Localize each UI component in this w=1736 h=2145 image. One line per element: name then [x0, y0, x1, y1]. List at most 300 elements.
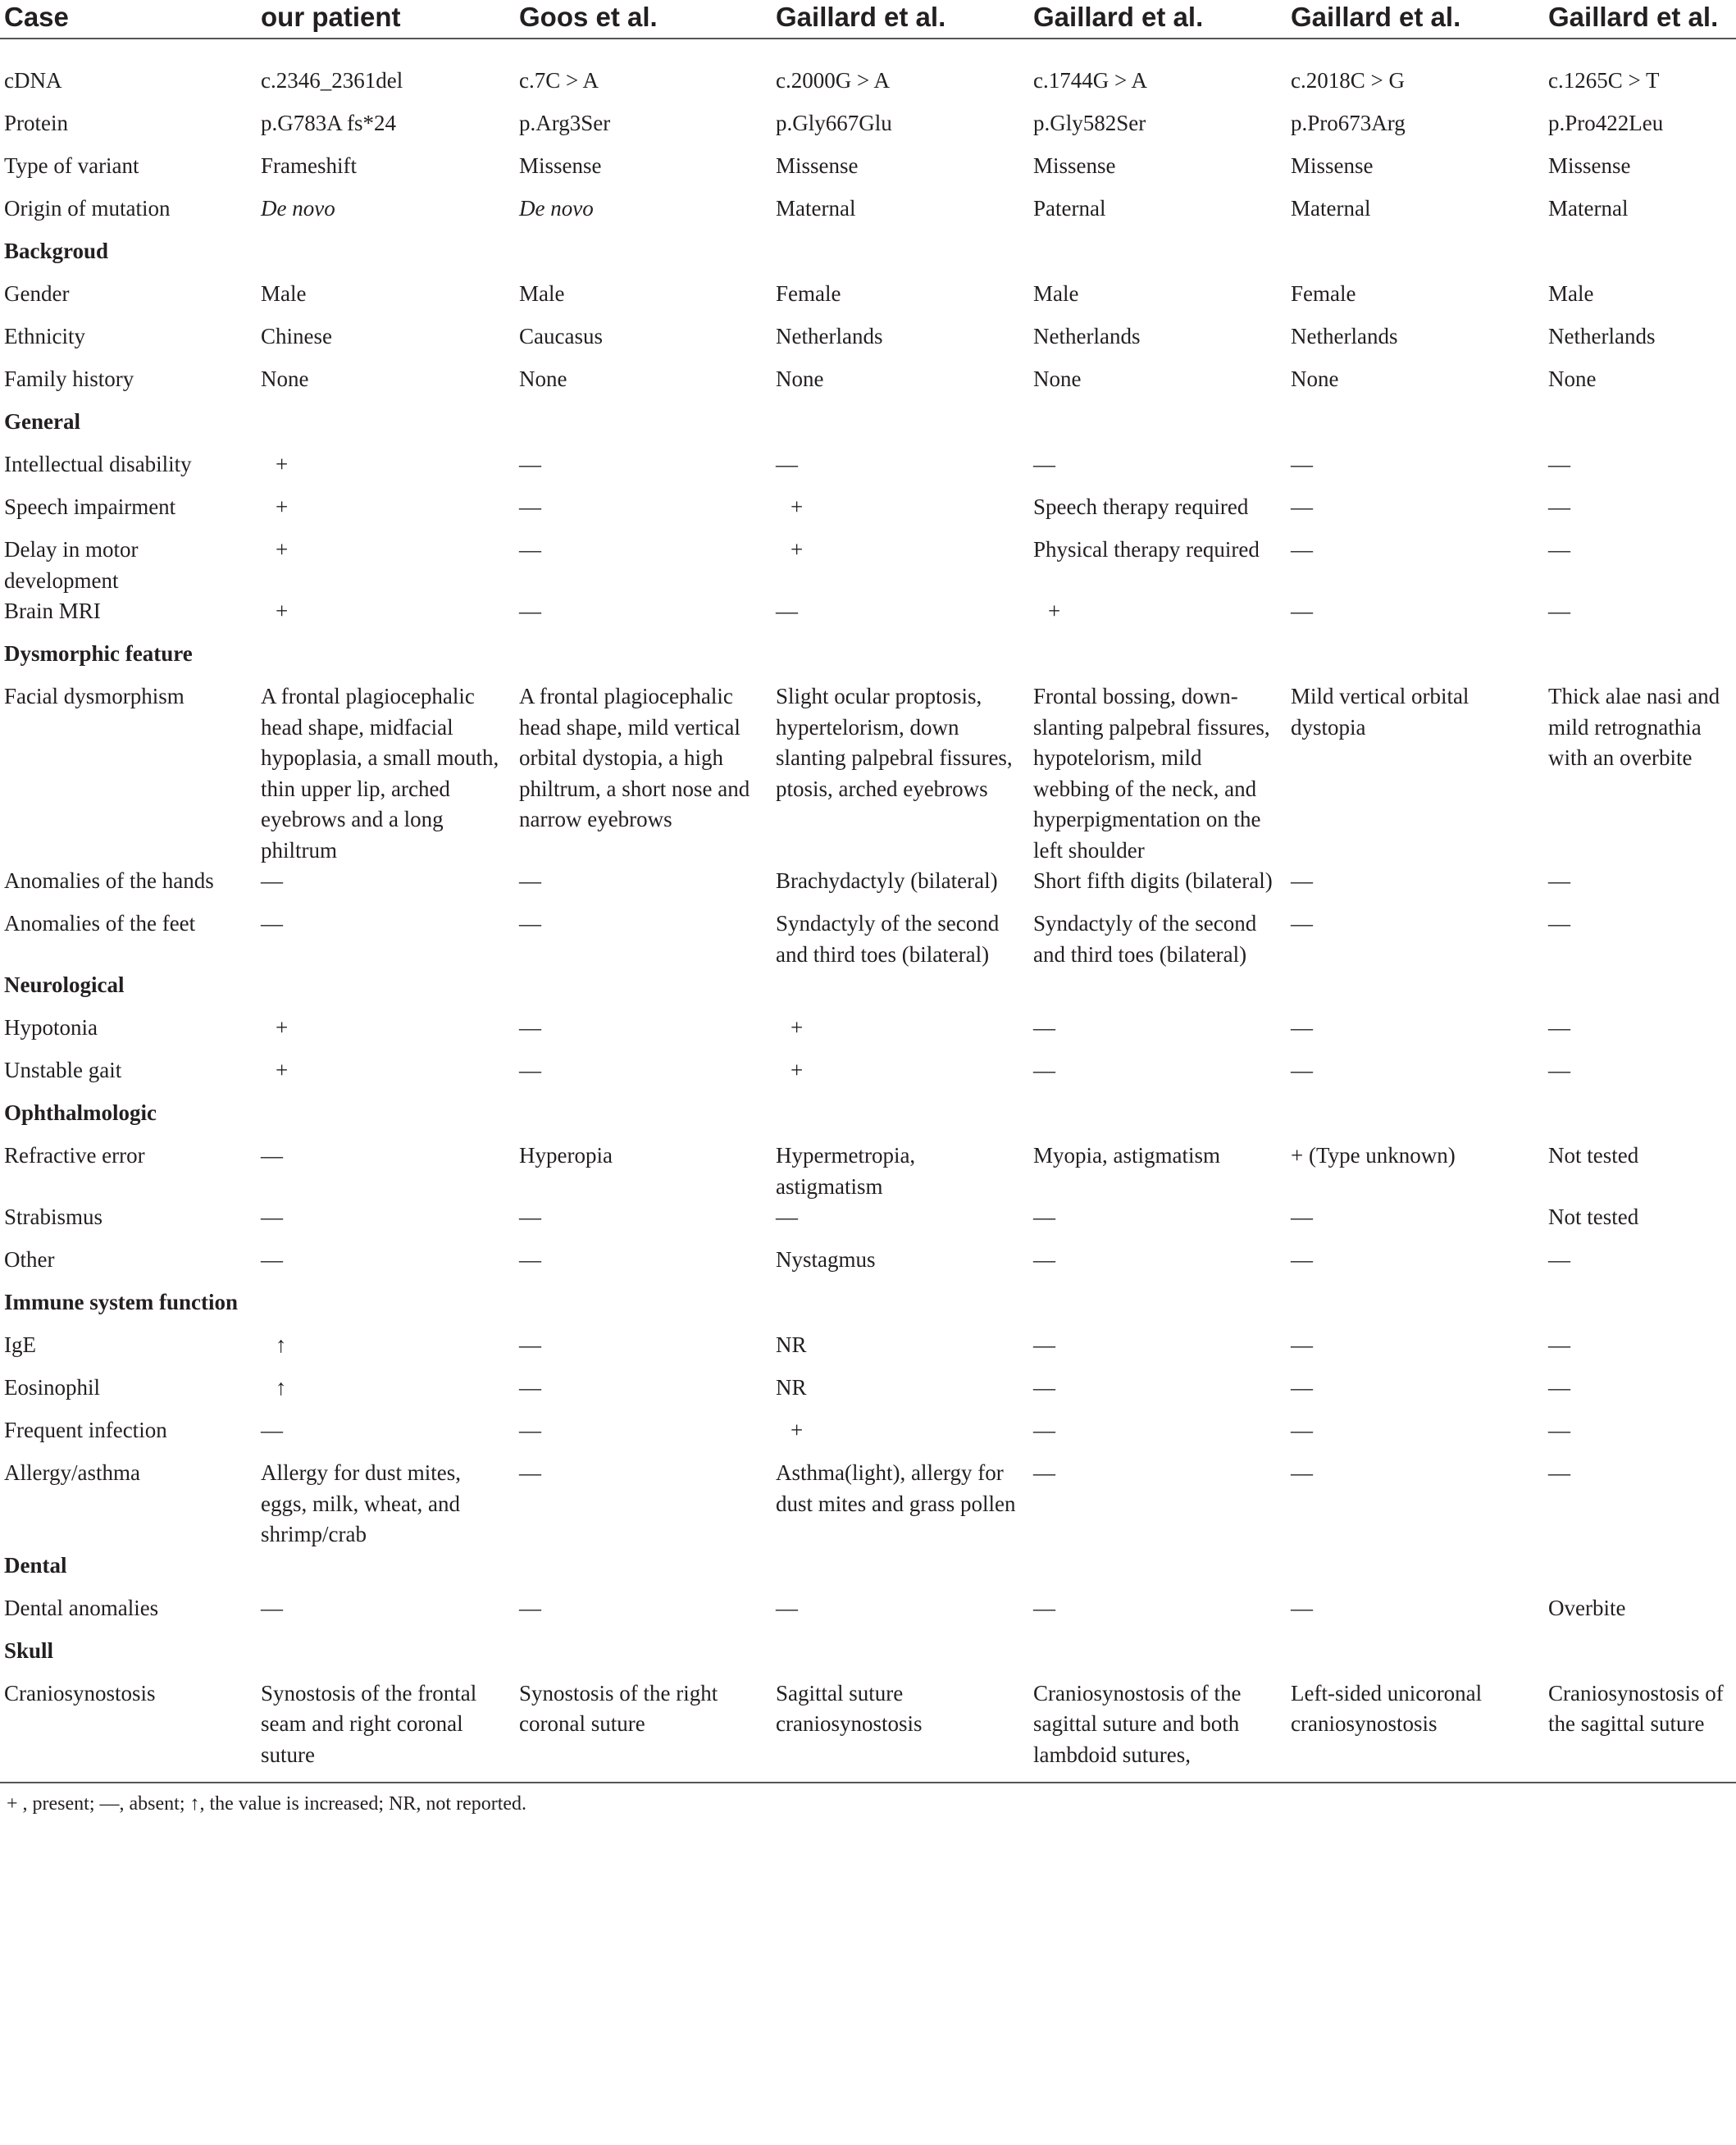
cell-text: Male	[1548, 281, 1594, 306]
table-cell	[772, 681, 1029, 866]
table-cell	[1029, 909, 1287, 970]
table-cell	[257, 1458, 515, 1551]
cell-text: None	[776, 367, 824, 391]
table-row	[0, 1141, 1736, 1202]
table-cell	[1544, 1055, 1736, 1098]
table-cell	[1544, 39, 1736, 108]
table-cell	[1544, 151, 1736, 194]
cell-text: NR	[776, 1332, 807, 1357]
cell-text: Short fifth digits (bilateral)	[1033, 868, 1273, 893]
row-label: Brain MRI	[4, 599, 101, 623]
table-cell	[257, 321, 515, 364]
table-row	[0, 108, 1736, 151]
cell-text: ↑	[276, 1332, 287, 1357]
cell-text: p.G783A fs*24	[261, 111, 397, 135]
empty-cell	[1544, 970, 1736, 1013]
cell-text: —	[1291, 452, 1313, 476]
empty-cell	[1287, 236, 1544, 279]
row-label: Delay in motor development	[4, 537, 139, 593]
bottom-rule	[0, 1782, 1736, 1783]
empty-cell	[1029, 407, 1287, 449]
cell-text: —	[1291, 599, 1313, 623]
empty-cell	[1287, 970, 1544, 1013]
row-label: Anomalies of the feet	[4, 911, 196, 936]
table-cell	[772, 535, 1029, 596]
table-cell	[1029, 1013, 1287, 1055]
cell-text: +	[276, 599, 289, 623]
cell-text: —	[1033, 1058, 1055, 1082]
empty-cell	[1029, 639, 1287, 681]
cell-text: —	[519, 1058, 541, 1082]
table-cell	[1544, 681, 1736, 866]
table-cell	[515, 151, 772, 194]
table-cell	[515, 1678, 772, 1779]
section-row	[0, 407, 1736, 449]
cell-text: Netherlands	[1548, 324, 1656, 348]
empty-cell	[772, 1551, 1029, 1593]
cell-text: —	[1548, 1058, 1570, 1082]
cell-text: p.Pro673Arg	[1291, 111, 1406, 135]
cell-text: +	[276, 494, 289, 519]
table-cell	[515, 596, 772, 639]
cell-text: Syndactyly of the second and third toes (bilateral)	[1033, 911, 1257, 967]
empty-cell	[772, 236, 1029, 279]
empty-cell	[515, 970, 772, 1013]
table-cell	[515, 1330, 772, 1373]
table-cell	[772, 1330, 1029, 1373]
cell-text: Craniosynostosis of the sagittal suture	[1548, 1680, 1724, 1736]
cell-text: —	[1548, 868, 1570, 893]
section-heading: Dental	[4, 1552, 67, 1578]
empty-cell	[1029, 1098, 1287, 1141]
row-label: Origin of mutation	[4, 196, 171, 221]
cell-text: Netherlands	[1033, 324, 1141, 348]
cell-text: + (Type unknown)	[1291, 1143, 1456, 1168]
cell-text: —	[1033, 1418, 1055, 1442]
table-row	[0, 194, 1736, 236]
row-label: Allergy/asthma	[4, 1460, 140, 1485]
table-cell	[1029, 39, 1287, 108]
cell-text: —	[1291, 1015, 1313, 1040]
row-label: Anomalies of the hands	[4, 868, 214, 893]
cell-text: Not tested	[1548, 1143, 1639, 1168]
table-cell	[1029, 1245, 1287, 1287]
cell-text: —	[1033, 1015, 1055, 1040]
table-cell	[257, 1055, 515, 1098]
cell-text: —	[1033, 1460, 1055, 1485]
table-footnote: + , present; —, absent; ↑, the value is increased; NR, not reported.	[7, 1793, 527, 1815]
cell-text: None	[519, 367, 567, 391]
table-cell	[257, 1202, 515, 1245]
table-cell	[515, 39, 772, 108]
table-cell	[1544, 1202, 1736, 1245]
table-cell	[257, 866, 515, 909]
cell-text: —	[261, 1247, 283, 1272]
table-cell	[1287, 1593, 1544, 1636]
cell-text: —	[1548, 1015, 1570, 1040]
cell-text: c.1744G > A	[1033, 68, 1147, 93]
cell-text: Not tested	[1548, 1205, 1639, 1229]
table-cell	[772, 279, 1029, 321]
table-cell	[1287, 151, 1544, 194]
cell-text: +	[276, 1015, 289, 1040]
empty-cell	[1544, 236, 1736, 279]
table-cell	[1544, 1330, 1736, 1373]
cell-text: Mild vertical orbital dystopia	[1291, 684, 1469, 740]
cell-text: Speech therapy required	[1033, 494, 1249, 519]
table-cell	[257, 1593, 515, 1636]
table-cell	[772, 364, 1029, 407]
cell-text: —	[1291, 1460, 1313, 1485]
cell-text: Frameshift	[261, 153, 357, 178]
table-cell	[1287, 1330, 1544, 1373]
table-row	[0, 1055, 1736, 1098]
cell-text: Allergy for dust mites, eggs, milk, wheat, and shrimp/crab	[261, 1460, 461, 1546]
cell-text: —	[1548, 1247, 1570, 1272]
table-header	[0, 0, 1736, 39]
empty-cell	[257, 970, 515, 1013]
table-row	[0, 1245, 1736, 1287]
cell-text: De novo	[519, 196, 594, 221]
table-row	[0, 1593, 1736, 1636]
empty-cell	[772, 407, 1029, 449]
table-cell	[1029, 1593, 1287, 1636]
empty-cell	[1544, 1636, 1736, 1678]
cell-text: —	[1548, 599, 1570, 623]
row-label: Craniosynostosis	[4, 1680, 156, 1706]
table-row	[0, 1415, 1736, 1458]
cell-text: +	[791, 537, 804, 562]
row-label: Dental anomalies	[4, 1595, 159, 1620]
empty-cell	[257, 1287, 515, 1330]
table-cell	[515, 681, 772, 866]
cell-text: +	[791, 494, 804, 519]
table-cell	[1287, 1678, 1544, 1779]
table-cell	[1029, 1202, 1287, 1245]
cell-text: Synostosis of the frontal seam and right coronal suture	[261, 1680, 477, 1767]
table-cell	[1029, 1678, 1287, 1779]
table-cell	[257, 1415, 515, 1458]
empty-cell	[515, 407, 772, 449]
table-cell	[1029, 108, 1287, 151]
table-cell	[772, 1141, 1029, 1202]
cell-text: Female	[776, 281, 841, 306]
row-label: Unstable gait	[4, 1058, 122, 1082]
table-row	[0, 596, 1736, 639]
row-label: Intellectual disability	[4, 452, 192, 476]
table-cell	[257, 364, 515, 407]
table-row	[0, 909, 1736, 970]
table-cell	[257, 1013, 515, 1055]
table-cell	[1544, 492, 1736, 535]
cell-text: Missense	[1548, 153, 1631, 178]
empty-cell	[257, 407, 515, 449]
cell-text: —	[1033, 1332, 1055, 1357]
section-heading: General	[4, 409, 80, 434]
cell-text: c.2018C > G	[1291, 68, 1405, 93]
table-cell	[1544, 279, 1736, 321]
table-cell	[772, 866, 1029, 909]
table-cell	[1287, 535, 1544, 596]
table-row	[0, 449, 1736, 492]
cell-text: —	[1033, 1595, 1055, 1620]
row-label: Refractive error	[4, 1143, 145, 1168]
table-cell	[1029, 1055, 1287, 1098]
table-cell	[772, 1373, 1029, 1415]
cell-text: —	[1291, 1418, 1313, 1442]
table-cell	[1544, 1373, 1736, 1415]
table-cell	[515, 1055, 772, 1098]
table-cell	[515, 1245, 772, 1287]
section-row	[0, 970, 1736, 1013]
table-cell	[772, 1415, 1029, 1458]
table-cell	[772, 1055, 1029, 1098]
cell-text: —	[519, 868, 541, 893]
table-row	[0, 866, 1736, 909]
cell-text: A frontal plagiocephalic head shape, mild vertical orbital dystopia, a high philtrum, a short nose and narrow eyebrows	[519, 684, 750, 831]
table-row	[0, 1373, 1736, 1415]
table-cell	[1544, 535, 1736, 596]
empty-cell	[1029, 1287, 1287, 1330]
cell-text: —	[776, 1205, 798, 1229]
cell-text: Physical therapy required	[1033, 537, 1260, 562]
cell-text: —	[519, 1332, 541, 1357]
empty-cell	[1029, 970, 1287, 1013]
cell-text: Frontal bossing, down-slanting palpebral fissures, hypotelorism, mild webbing of the neck, and hyperpigmentation on the left shoulder	[1033, 684, 1270, 863]
cell-text: —	[1291, 1247, 1313, 1272]
table-cell	[772, 909, 1029, 970]
empty-cell	[257, 1551, 515, 1593]
row-label: cDNA	[4, 68, 62, 93]
table-cell	[515, 1013, 772, 1055]
empty-cell	[1544, 1551, 1736, 1593]
cell-text: —	[776, 452, 798, 476]
empty-cell	[772, 1098, 1029, 1141]
table-row	[0, 1458, 1736, 1551]
section-heading: Dysmorphic feature	[4, 641, 193, 666]
cell-text: +	[276, 537, 289, 562]
cell-text: Hyperopia	[519, 1143, 613, 1168]
table-cell	[1544, 364, 1736, 407]
table-cell	[1544, 108, 1736, 151]
table-row	[0, 1330, 1736, 1373]
cell-text: None	[1291, 367, 1339, 391]
table-cell	[1287, 1458, 1544, 1551]
empty-cell	[257, 236, 515, 279]
cell-text: —	[519, 1460, 541, 1485]
cell-text: Missense	[1033, 153, 1116, 178]
header-gaillard-1: Gaillard et al.	[776, 2, 946, 32]
section-row	[0, 1098, 1736, 1141]
cell-text: Sagittal suture craniosynostosis	[776, 1680, 923, 1736]
row-label: Strabismus	[4, 1205, 103, 1229]
empty-cell	[1029, 236, 1287, 279]
table-cell	[257, 535, 515, 596]
table-cell	[1287, 1055, 1544, 1098]
cell-text: —	[1548, 494, 1570, 519]
cell-text: —	[1033, 452, 1055, 476]
empty-cell	[1287, 639, 1544, 681]
empty-cell	[257, 1098, 515, 1141]
cell-text: —	[519, 1418, 541, 1442]
cell-text: +	[791, 1015, 804, 1040]
cell-text: +	[276, 452, 289, 476]
cell-text: NR	[776, 1375, 807, 1400]
row-label: Hypotonia	[4, 1015, 98, 1040]
cell-text: Netherlands	[776, 324, 883, 348]
section-row	[0, 1287, 1736, 1330]
cell-text: —	[1291, 868, 1313, 893]
table-cell	[1287, 279, 1544, 321]
table-cell	[1544, 1678, 1736, 1779]
cell-text: +	[1048, 599, 1061, 623]
table-cell	[1287, 866, 1544, 909]
empty-cell	[1287, 1636, 1544, 1678]
cell-text: —	[1033, 1375, 1055, 1400]
table-cell	[515, 1141, 772, 1202]
table-cell	[1287, 39, 1544, 108]
cell-text: —	[1548, 1375, 1570, 1400]
cell-text: Netherlands	[1291, 324, 1398, 348]
cell-text: —	[1548, 1418, 1570, 1442]
empty-cell	[1544, 639, 1736, 681]
table-cell	[257, 108, 515, 151]
cell-text: c.2346_2361del	[261, 68, 403, 93]
table-cell	[772, 492, 1029, 535]
cell-text: None	[1033, 367, 1082, 391]
table-cell	[1029, 151, 1287, 194]
table-row	[0, 279, 1736, 321]
cell-text: Slight ocular proptosis, hypertelorism, down slanting palpebral fissures, ptosis, arched eyebrows	[776, 684, 1013, 801]
cell-text: —	[261, 1205, 283, 1229]
cell-text: —	[519, 1595, 541, 1620]
table-cell	[515, 1373, 772, 1415]
table-cell	[1029, 1458, 1287, 1551]
cell-text: Chinese	[261, 324, 332, 348]
section-row	[0, 1551, 1736, 1593]
table-cell	[515, 909, 772, 970]
table-cell	[1029, 1415, 1287, 1458]
cell-text: —	[1548, 452, 1570, 476]
table-cell	[1287, 1245, 1544, 1287]
table-row	[0, 364, 1736, 407]
empty-cell	[515, 1636, 772, 1678]
cell-text: —	[1548, 911, 1570, 936]
section-row	[0, 639, 1736, 681]
table-cell	[257, 1373, 515, 1415]
table-cell	[257, 194, 515, 236]
cell-text: Missense	[519, 153, 602, 178]
cell-text: —	[1033, 1205, 1055, 1229]
cell-text: —	[519, 1205, 541, 1229]
cell-text: c.1265C > T	[1548, 68, 1660, 93]
cell-text: —	[519, 1375, 541, 1400]
section-row	[0, 1636, 1736, 1678]
cell-text: —	[1291, 1332, 1313, 1357]
table-cell	[1287, 596, 1544, 639]
table-cell	[515, 279, 772, 321]
table-cell	[257, 681, 515, 866]
cell-text: p.Arg3Ser	[519, 111, 611, 135]
table-cell	[1029, 1141, 1287, 1202]
row-label: Ethnicity	[4, 324, 85, 348]
cell-text: c.7C > A	[519, 68, 599, 93]
table-cell	[257, 151, 515, 194]
table-cell	[515, 449, 772, 492]
cell-text: Myopia, astigmatism	[1033, 1143, 1220, 1168]
table-cell	[1544, 321, 1736, 364]
table-cell	[1287, 1373, 1544, 1415]
table-cell	[1287, 1415, 1544, 1458]
cell-text: —	[1291, 1375, 1313, 1400]
table-row	[0, 1013, 1736, 1055]
header-gaillard-2: Gaillard et al.	[1033, 2, 1204, 32]
table-cell	[772, 1202, 1029, 1245]
row-label: Facial dysmorphism	[4, 684, 185, 708]
cell-text: —	[519, 1015, 541, 1040]
table-cell	[1544, 1245, 1736, 1287]
empty-cell	[515, 1098, 772, 1141]
empty-cell	[515, 236, 772, 279]
cell-text: None	[1548, 367, 1597, 391]
table-row	[0, 535, 1736, 596]
cell-text: Maternal	[776, 196, 856, 221]
cell-text: Paternal	[1033, 196, 1106, 221]
empty-cell	[515, 1551, 772, 1593]
section-heading: Neurological	[4, 972, 125, 997]
table-cell	[772, 1593, 1029, 1636]
section-row	[0, 236, 1736, 279]
table-cell	[1287, 1013, 1544, 1055]
cell-text: Left-sided unicoronal craniosynostosis	[1291, 1680, 1483, 1736]
empty-cell	[257, 639, 515, 681]
cell-text: Maternal	[1548, 196, 1629, 221]
empty-cell	[1287, 1287, 1544, 1330]
cell-text: Missense	[776, 153, 859, 178]
table-row	[0, 1678, 1736, 1779]
table-cell	[515, 194, 772, 236]
cell-text: Male	[519, 281, 565, 306]
table-cell	[257, 492, 515, 535]
table-cell	[515, 1593, 772, 1636]
empty-cell	[257, 1636, 515, 1678]
cell-text: Synostosis of the right coronal suture	[519, 1680, 718, 1736]
cell-text: Brachydactyly (bilateral)	[776, 868, 998, 893]
cell-text: —	[1548, 537, 1570, 562]
cell-text: —	[1291, 1205, 1313, 1229]
cell-text: —	[776, 1595, 798, 1620]
cell-text: +	[791, 1418, 804, 1442]
section-heading: Ophthalmologic	[4, 1100, 157, 1125]
row-label: Protein	[4, 111, 68, 135]
table-cell	[1029, 492, 1287, 535]
cell-text: —	[261, 911, 283, 936]
header-gaillard-3: Gaillard et al.	[1291, 2, 1461, 32]
header-case: Case	[4, 2, 69, 32]
section-heading: Backgroud	[4, 239, 109, 263]
cell-text: —	[1548, 1332, 1570, 1357]
row-label: Gender	[4, 281, 70, 306]
empty-cell	[1544, 407, 1736, 449]
cell-text: —	[261, 1143, 283, 1168]
table-cell	[772, 596, 1029, 639]
cell-text: c.2000G > A	[776, 68, 890, 93]
table-cell	[1029, 364, 1287, 407]
table-cell	[1544, 1593, 1736, 1636]
table-cell	[1287, 1141, 1544, 1202]
table-cell	[515, 1202, 772, 1245]
row-label: Other	[4, 1247, 55, 1272]
